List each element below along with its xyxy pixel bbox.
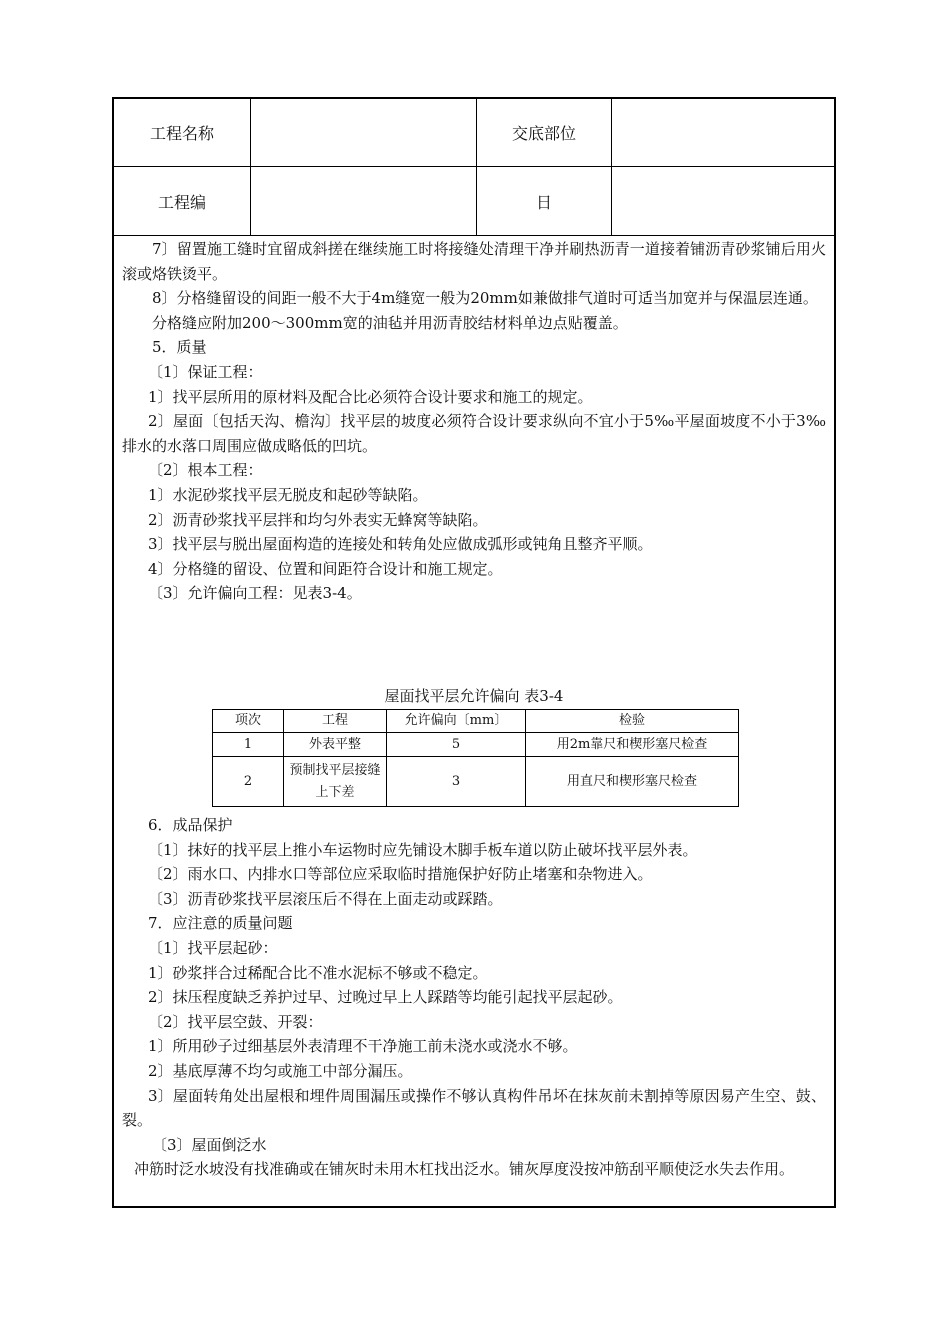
header-row-1: [114, 99, 834, 167]
table-cell: 3: [387, 757, 526, 807]
deviation-table: [212, 709, 739, 807]
table-cell: 预制找平层接缝上下差: [284, 757, 387, 807]
handover-part-label: 交底部位: [476, 99, 611, 166]
paragraph: 1〕砂浆拌合过稀配合比不准水泥标不够或不稳定。: [148, 963, 488, 982]
paragraph: 分格缝应附加200～300mm宽的油毡并用沥青胶结材料单边点贴覆盖。: [152, 313, 628, 332]
paragraph: 2〕沥青砂浆找平层拌和均匀外表实无蜂窝等缺陷。: [148, 510, 488, 529]
table-cell: 用2m靠尺和楔形塞尺检查: [526, 733, 739, 757]
table-row: [213, 757, 739, 807]
paragraph: 〔3〕沥青砂浆找平层滚压后不得在上面走动或踩踏。: [148, 889, 503, 908]
handover-part-value: [611, 99, 836, 166]
table-header-cell: 检验: [526, 710, 739, 733]
paragraph: 冲筋时泛水坡没有找准确或在铺灰时未用木杠找出泛水。铺灰厚度没按冲筋刮平顺使泛水失去作用。: [134, 1160, 795, 1179]
subsection-heading: 〔1〕找平层起砂：: [148, 938, 278, 957]
subsection-heading: 〔2〕找平层空鼓、开裂：: [148, 1012, 323, 1031]
paragraph: 1〕所用砂子过细基层外表清理不干净施工前未浇水或浇水不够。: [148, 1037, 578, 1056]
table-cell: 1: [213, 733, 284, 757]
table-header-cell: 工程: [284, 710, 387, 733]
section-heading: 6．成品保护: [148, 816, 233, 834]
document-frame: [112, 97, 836, 1208]
table-title: 屋面找平层允许偏向 表3-4: [384, 687, 564, 705]
paragraph: 2〕基底厚薄不均匀或施工中部分漏压。: [148, 1061, 413, 1080]
project-code-label: 工程编: [157, 192, 206, 212]
paragraph: 3〕屋面转角处出屋根和埋件周围漏压或操作不够认真构件吊坏在抹灰前未割掉等原因易产生空、鼓、裂。: [122, 1086, 826, 1130]
paragraph: 〔3〕允许偏向工程：见表3-4。: [148, 584, 362, 603]
project-code-value: [250, 167, 476, 235]
project-name-value: [250, 99, 476, 166]
paragraph: 1〕找平层所用的原材料及配合比必须符合设计要求和施工的规定。: [148, 387, 593, 406]
paragraph: 8〕分格缝留设的间距一般不大于4m缝宽一般为20mm如兼做排气道时可适当加宽并与保温层连通。: [152, 289, 818, 308]
section-heading: 7．应注意的质量问题: [148, 914, 293, 933]
section-heading: 5．质量: [152, 338, 207, 357]
table-cell: 外表平整: [284, 733, 387, 757]
paragraph: 2〕屋面〔包括天沟、檐沟〕找平层的坡度必须符合设计要求纵向不宜小于5‰平屋面坡度不小于3‰排水的水落口周围应做成略低的凹坑。: [122, 412, 826, 455]
paragraph: 〔2〕雨水口、内排水口等部位应采取临时措施保护好防止堵塞和杂物进入。: [148, 865, 653, 884]
paragraph: 7〕留置施工缝时宜留成斜搓在继续施工时将接缝处清理干净并刷热沥青一道接着铺沥青砂浆铺后用火滚或烙铁烫平。: [122, 240, 826, 283]
table-cell: 2: [213, 757, 284, 807]
body-text-lower: [122, 813, 826, 1182]
header-row-2: [114, 167, 834, 236]
table-cell: 用直尺和楔形塞尺检查: [526, 757, 739, 807]
subsection-heading: 〔1〕保证工程：: [148, 362, 263, 381]
subsection-heading: 〔2〕根本工程：: [148, 461, 263, 480]
paragraph: 2〕抹压程度缺乏养护过早、过晚过早上人踩踏等均能引起找平层起砂。: [148, 988, 623, 1007]
table-header-cell: 项次: [213, 710, 284, 733]
table-cell: 5: [387, 733, 526, 757]
paragraph: 3〕找平层与脱出屋面构造的连接处和转角处应做成弧形或钝角且整齐平顺。: [148, 535, 653, 554]
paragraph: 4〕分格缝的留设、位置和间距符合设计和施工规定。: [148, 559, 503, 578]
table-header-cell: 允许偏向〔mm〕: [387, 710, 526, 733]
paragraph: 〔1〕抹好的找平层上推小车运物时应先铺设木脚手板车道以防止破坏找平层外表。: [148, 840, 698, 859]
date-label: 日: [476, 167, 611, 235]
date-value: [611, 167, 836, 235]
project-name-label: 工程名称: [149, 124, 214, 143]
paragraph: 1〕水泥砂浆找平层无脱皮和起砂等缺陷。: [148, 485, 428, 504]
table-row: [213, 733, 739, 757]
body-text: [122, 237, 826, 606]
table-header-row: [213, 710, 739, 733]
subsection-heading: 〔3〕屋面倒泛水: [152, 1135, 267, 1154]
